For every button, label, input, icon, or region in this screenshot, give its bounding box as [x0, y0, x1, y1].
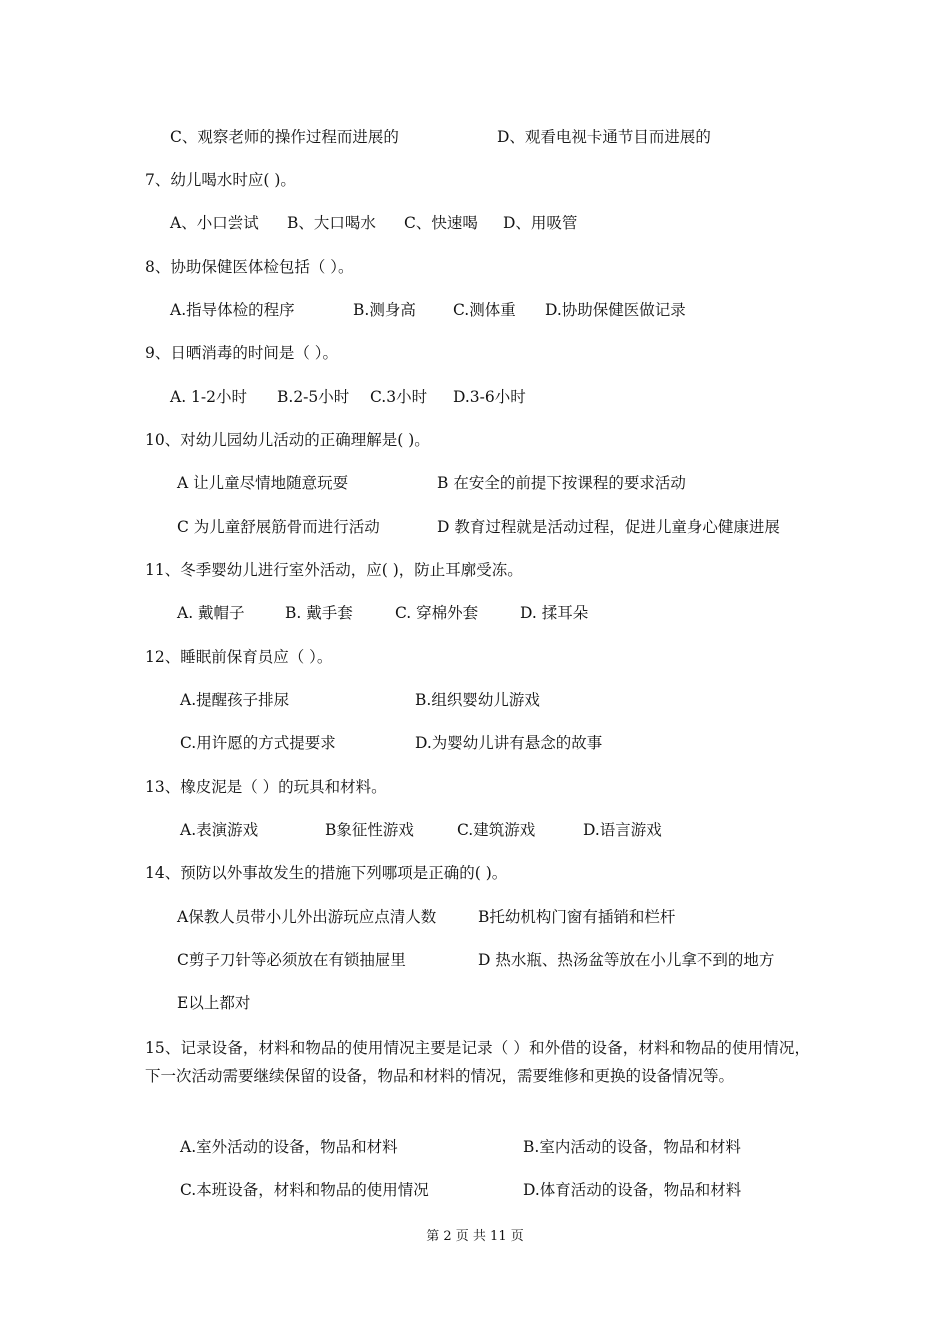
option-c: C. 穿棉外套	[395, 604, 479, 622]
option-b: B.2-5小时	[277, 388, 350, 406]
page-footer: 第 2 页 共 11 页	[426, 1229, 524, 1244]
option-b: B.测身高	[353, 301, 416, 319]
option-c: C.建筑游戏	[457, 821, 536, 839]
option-b: B 在安全的前提下按课程的要求活动	[437, 474, 686, 492]
option-d: D.体育活动的设备，物品和材料	[523, 1181, 742, 1199]
option-a: A.指导体检的程序	[170, 301, 295, 319]
question-15-stem: 15、记录设备，材料和物品的使用情况主要是记录（ ）和外借的设备，材料和物品的使用情况，下一次活动需要继续保留的设备，物品和材料的情况，需要维修和更换的设备情况等。	[145, 1039, 810, 1085]
option-d: D、观看电视卡通节目而进展的	[497, 128, 711, 146]
option-c: C 为儿童舒展筋骨而进行活动	[177, 518, 380, 536]
option-c: C剪子刀针等必须放在有锁抽屉里	[177, 951, 406, 969]
option-a: A.室外活动的设备，物品和材料	[180, 1138, 398, 1156]
option-b: B. 戴手套	[285, 604, 353, 622]
option-b: B象征性游戏	[325, 821, 414, 839]
option-a: A. 戴帽子	[177, 604, 245, 622]
option-d: D.协助保健医做记录	[545, 301, 686, 319]
option-d: D.为婴幼儿讲有悬念的故事	[415, 734, 603, 752]
option-c: C.3小时	[370, 388, 428, 406]
option-d: D. 揉耳朵	[520, 604, 589, 622]
option-d: D 教育过程就是活动过程，促进儿童身心健康进展	[437, 518, 780, 536]
option-b: B托幼机构门窗有插销和栏杆	[478, 908, 676, 926]
option-a: A.表演游戏	[180, 821, 259, 839]
option-c: C、观察老师的操作过程而进展的	[170, 128, 399, 146]
option-b: B、大口喝水	[287, 214, 376, 232]
option-c: C、快速喝	[404, 214, 478, 232]
option-a: A保教人员带小儿外出游玩应点清人数	[177, 908, 437, 926]
option-b: B.组织婴幼儿游戏	[415, 691, 540, 709]
document-page: C、观察老师的操作过程而进展的 D、观看电视卡通节目而进展的 7、幼儿喝水时应( )。 A、小口尝试 B、大口喝水 C、快速喝 D、用吸管 8、协助保健医体检包括（ ）。 A.指导体检的程序 B.测身高 C.测体重 D.协助保健医做记录 9、日晒消毒的时间是（ ）。 A. 1-2小时 B.2-5小时 C.3小时 D.3-6小时 10、对幼儿园幼儿活动的正确理解是( )。 A 让儿童尽情地随意玩耍 B 在安全的前提下按课程的要求活动 C 为儿童舒展筋骨而进行活动 D 教育过程就是活动过程，促进儿童身心健康进展 11、冬季婴幼儿进行室外活动，应( )，防止耳廓受冻。 A. 戴帽子 B. 戴手套 C. 穿棉外套 D. 揉耳朵 12、睡眠前保育员应（ ）。 A.提醒孩子排尿 B.组织婴幼儿游戏 C.用许愿的方式提要求 D.为婴幼儿讲有悬念的故事 13、橡皮泥是（ ）的玩具和材料。 A.表演游戏 B象征性游戏 C.建筑游戏 D.语言游戏 14、预防以外事故发生的措施下列哪项是正确的( )。 A保教人员带小儿外出游玩应点清人数 B托幼机构门窗有插销和栏杆 C剪子刀针等必须放在有锁抽屉里 D 热水瓶、热汤盆等放在小儿拿不到的地方 E以上都对 15、记录设备，材料和物品的使用情况主要是记录（ ）和外借的设备，材料和物品的使用情况，下一次活动需要继续保留的设备，物品和材料的情况，需要维修和更换的设备情况等。 A.室外活动的设备，物品和材料 B.室内活动的设备，物品和材料 C.本班设备，材料和物品的使用情况 D.体育活动的设备，物品和材料 第 2 页 共 11 页	[0, 0, 950, 1344]
option-a: A.提醒孩子排尿	[180, 691, 290, 709]
option-d: D、用吸管	[503, 214, 578, 232]
option-c: C.测体重	[453, 301, 516, 319]
option-d: D.3-6小时	[453, 388, 526, 406]
option-a: A 让儿童尽情地随意玩耍	[177, 474, 349, 492]
option-c: C.本班设备，材料和物品的使用情况	[180, 1181, 429, 1199]
option-a: A. 1-2小时	[170, 388, 248, 406]
option-c: C.用许愿的方式提要求	[180, 734, 336, 752]
option-a: A、小口尝试	[170, 214, 259, 232]
option-d: D 热水瓶、热汤盆等放在小儿拿不到的地方	[478, 951, 775, 969]
option-e: E以上都对	[177, 994, 251, 1012]
option-d: D.语言游戏	[583, 821, 662, 839]
option-b: B.室内活动的设备，物品和材料	[523, 1138, 741, 1156]
